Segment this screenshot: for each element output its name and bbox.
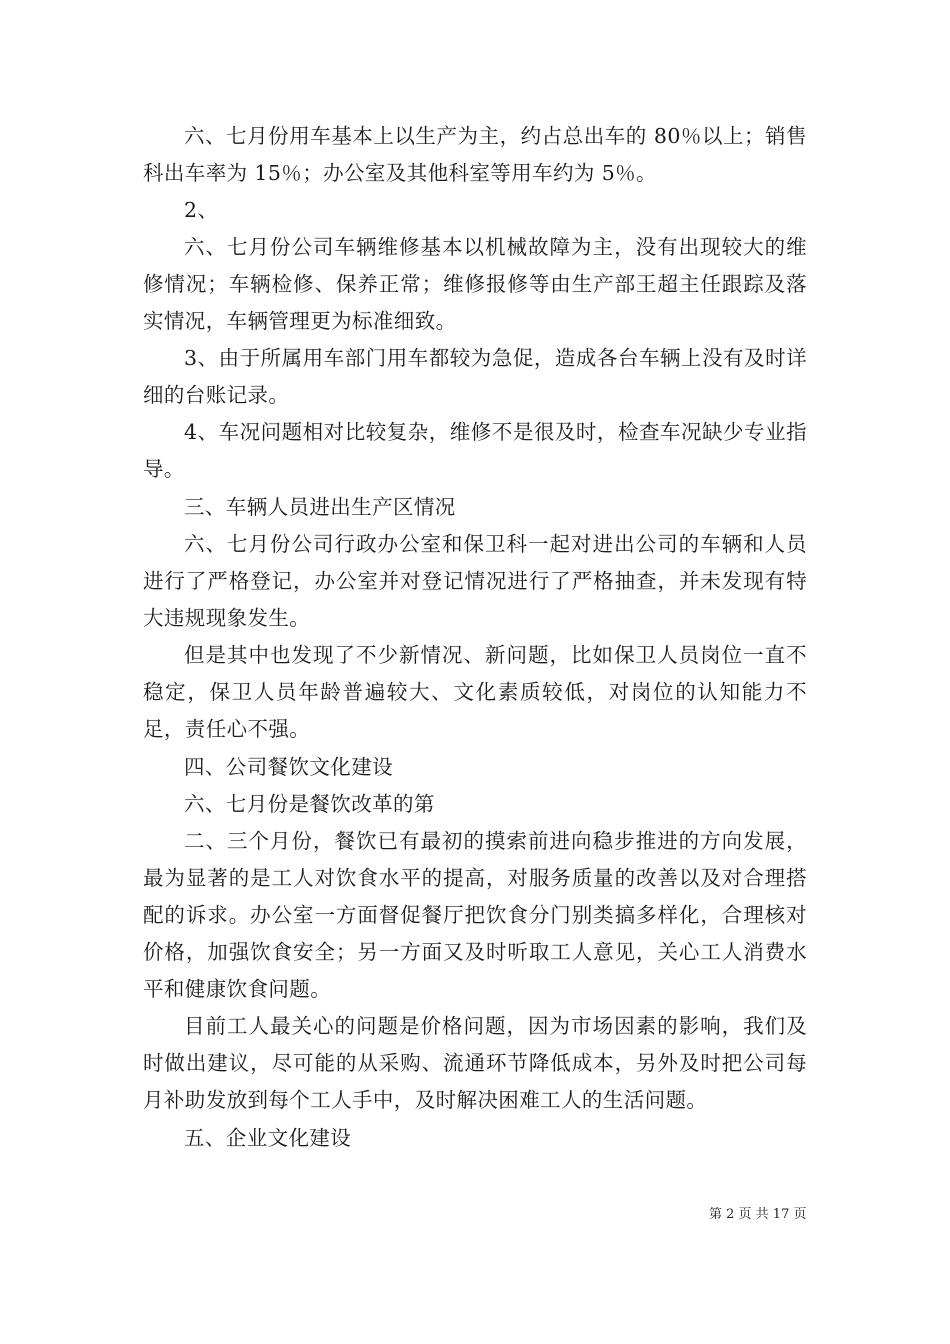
paragraph-vehicle-usage: 六、七月份用车基本上以生产为主，约占总出车的 80％以上；销售科出车率为 15％；办公室及其他科室等用车约为 5％。 <box>143 124 807 185</box>
document-body <box>143 118 807 1157</box>
paragraph-entry-registration: 六、七月份公司行政办公室和保卫科一起对进出公司的车辆和人员进行了严格登记，办公室并对登记情况进行了严格抽查，并未发现有特大违规现象发生。 <box>143 532 807 630</box>
section-heading-5: 五、企业文化建设 <box>184 1126 352 1150</box>
page-number-footer <box>709 1203 806 1222</box>
paragraph-catering-progress: 二、三个月份，餐饮已有最初的摸索前进向稳步推进的方向发展，最为显著的是工人对饮食水平的提高，对服务质量的改善以及对合理搭配的诉求。办公室一方面督促餐厅把饮食分门别类搞多样化，合理核对价格，加强饮食安全；另一方面又及时听取工人意见，关心工人消费水平和健康饮食问题。 <box>143 829 807 1001</box>
paragraph-item-2: 2、 <box>184 198 219 222</box>
section-heading-3: 三、车辆人员进出生产区情况 <box>184 495 456 519</box>
paragraph-vehicle-maintenance: 六、七月份公司车辆维修基本以机械故障为主，没有出现较大的维修情况；车辆检修、保养正常；维修报修等由生产部王超主任跟踪及落实情况，车辆管理更为标准细致。 <box>143 235 807 333</box>
paragraph-price-concerns: 目前工人最关心的问题是价格问题，因为市场因素的影响，我们及时做出建议，尽可能的从采购、流通环节降低成本，另外及时把公司每月补助发放到每个工人手中，及时解决困难工人的生活问题。 <box>143 1014 807 1112</box>
page-number-label: 第 2 页 共 17 页 <box>709 1207 807 1222</box>
paragraph-security-issues: 但是其中也发现了不少新情况、新问题，比如保卫人员岗位一直不稳定，保卫人员年龄普遍较大、文化素质较低，对岗位的认知能力不足，责任心不强。 <box>143 643 807 741</box>
paragraph-catering-reform: 六、七月份是餐饮改革的第 <box>184 792 435 816</box>
section-heading-4: 四、公司餐饮文化建设 <box>184 755 393 779</box>
paragraph-item-4: 4、车况问题相对比较复杂，维修不是很及时，检查车况缺少专业指导。 <box>143 420 807 481</box>
paragraph-item-3: 3、由于所属用车部门用车都较为急促，造成各台车辆上没有及时详细的台账记录。 <box>143 346 807 407</box>
